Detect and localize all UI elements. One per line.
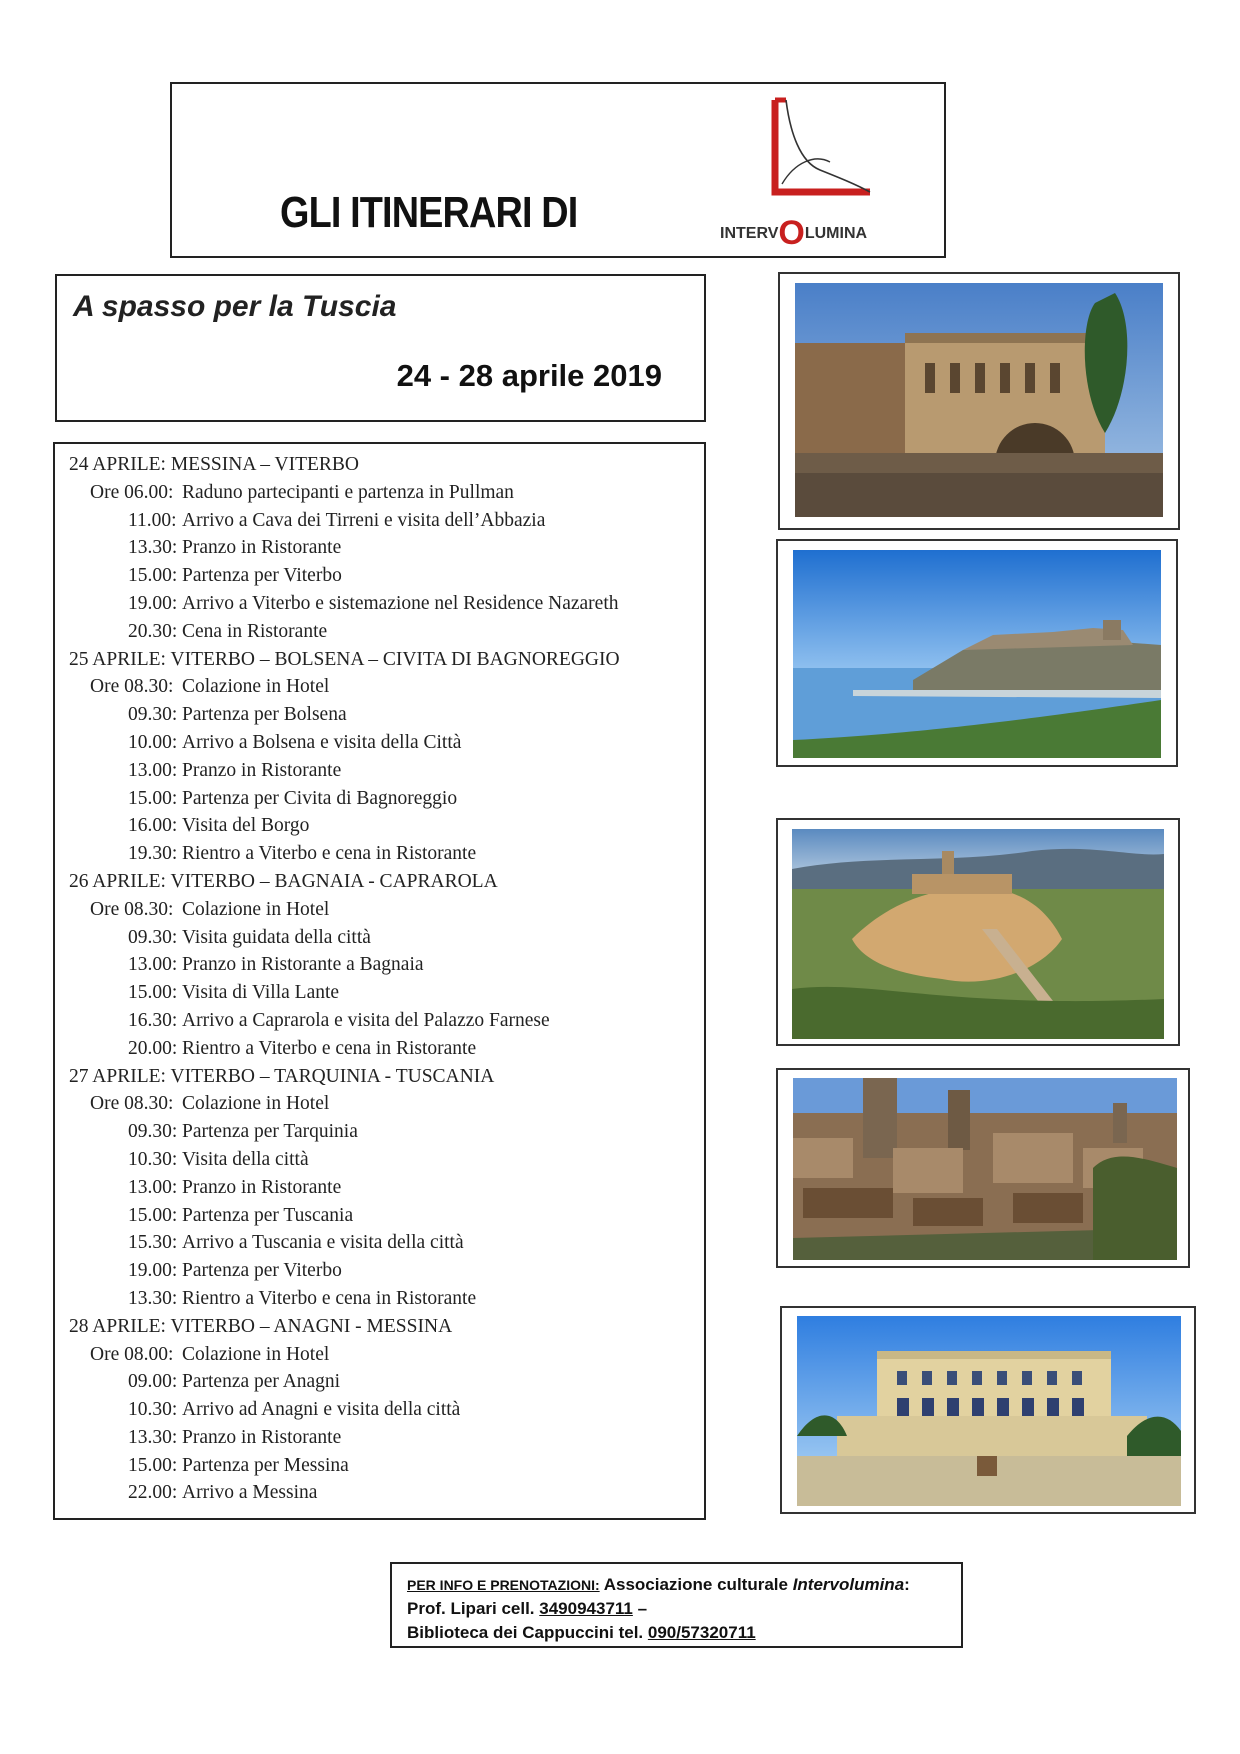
event-time: 13.30: (128, 1426, 178, 1448)
info-line-3: Biblioteca dei Cappuccini tel. 090/57320711 (407, 1623, 756, 1642)
event-time: 19.00: (128, 1260, 178, 1282)
event-time: Ore 08.30: (90, 676, 174, 698)
event-time: 15.00: (128, 982, 178, 1004)
itinerary-event (55, 951, 704, 979)
itinerary-event (55, 618, 704, 646)
event-text: Partenza per Bolsena (182, 704, 347, 726)
page-title: GLI ITINERARI DI (280, 188, 578, 237)
event-time: 09.30: (128, 1121, 178, 1143)
itinerary-event (55, 729, 704, 757)
day-heading: 27 APRILE: VITERBO – TARQUINIA - TUSCANIA (69, 1065, 495, 1087)
event-text: Colazione in Hotel (182, 1093, 330, 1115)
event-time: 19.00: (128, 592, 178, 614)
event-text: Pranzo in Ristorante (182, 1426, 342, 1448)
day-heading: 28 APRILE: VITERBO – ANAGNI - MESSINA (69, 1315, 453, 1337)
event-text: Visita del Borgo (182, 815, 310, 837)
event-time: 15.00: (128, 1454, 178, 1476)
day-heading: 24 APRILE: MESSINA – VITERBO (69, 454, 360, 475)
itinerary-event (55, 673, 704, 701)
event-text: Pranzo in Ristorante a Bagnaia (182, 954, 424, 976)
itinerary-event (55, 896, 704, 924)
itinerary-event (55, 1146, 704, 1174)
event-text: Colazione in Hotel (182, 676, 330, 698)
event-time: Ore 06.00: (90, 481, 174, 503)
itinerary-event (55, 812, 704, 840)
itinerary-event (55, 924, 704, 952)
event-text: Cena in Ristorante (182, 620, 328, 642)
itinerary-event (55, 534, 704, 562)
phone-link-biblioteca[interactable]: 090/57320711 (647, 1623, 756, 1642)
itinerary-event (55, 1285, 704, 1313)
header-box (170, 82, 946, 258)
event-text: Partenza per Anagni (182, 1371, 341, 1393)
event-text: Rientro a Viterbo e cena in Ristorante (182, 1287, 477, 1309)
itinerary-event (55, 1118, 704, 1146)
event-text: Pranzo in Ristorante (182, 537, 342, 559)
itinerary-event (55, 1368, 704, 1396)
event-time: 13.30: (128, 1287, 178, 1309)
photo-civita-bagnoregio (776, 818, 1180, 1046)
trip-title-box (55, 274, 706, 422)
event-text: Partenza per Tuscania (182, 1204, 354, 1226)
photo-viterbo-palazzo (778, 272, 1180, 530)
itinerary-event (55, 1090, 704, 1118)
event-text: Partenza per Tarquinia (182, 1121, 358, 1143)
itinerary-event (55, 1035, 704, 1063)
event-text: Raduno partecipanti e partenza in Pullman (182, 481, 514, 503)
event-text: Rientro a Viterbo e cena in Ristorante (182, 843, 477, 865)
itinerary-event (55, 757, 704, 785)
event-text: Arrivo ad Anagni e visita della città (182, 1399, 461, 1421)
event-time: 09.00: (128, 1371, 178, 1393)
itinerary-list (55, 451, 704, 1507)
event-time: 15.00: (128, 787, 178, 809)
event-time: 09.30: (128, 926, 178, 948)
event-text: Colazione in Hotel (182, 1343, 330, 1365)
itinerary-event (55, 562, 704, 590)
event-time: 13.00: (128, 759, 178, 781)
itinerary-event (55, 507, 704, 535)
info-label: PER INFO E PRENOTAZIONI: (407, 1577, 600, 1593)
event-time: Ore 08.00: (90, 1343, 174, 1365)
event-time: 10.30: (128, 1399, 178, 1421)
phone-link-lipari[interactable]: 3490943711 (539, 1599, 633, 1618)
event-text: Arrivo a Viterbo e sistemazione nel Residence Nazareth (182, 592, 619, 614)
event-text: Arrivo a Bolsena e visita della Città (182, 731, 462, 753)
event-text: Visita della città (182, 1148, 309, 1170)
day-heading: 25 APRILE: VITERBO – BOLSENA – CIVITA DI BAGNOREGGIO (69, 648, 620, 670)
day-heading: 26 APRILE: VITERBO – BAGNAIA - CAPRAROLA (69, 870, 498, 892)
itinerary-event (55, 1229, 704, 1257)
itinerary-event (55, 1341, 704, 1369)
event-time: 13.00: (128, 1176, 178, 1198)
event-time: 10.00: (128, 731, 178, 753)
event-text: Partenza per Viterbo (182, 1260, 342, 1282)
event-time: 13.00: (128, 954, 178, 976)
event-text: Arrivo a Cava dei Tirreni e visita dell’Abbazia (182, 509, 546, 531)
event-text: Arrivo a Caprarola e visita del Palazzo Farnese (182, 1009, 550, 1031)
itinerary-event (55, 1396, 704, 1424)
event-text: Visita di Villa Lante (182, 982, 340, 1004)
event-text: Pranzo in Ristorante (182, 759, 342, 781)
event-text: Partenza per Viterbo (182, 565, 342, 587)
info-box (390, 1562, 963, 1648)
itinerary-event (55, 840, 704, 868)
event-time: 15.00: (128, 565, 178, 587)
logo-mark-icon (720, 92, 930, 212)
event-time: 11.00: (128, 509, 177, 531)
itinerary-event (55, 1424, 704, 1452)
event-time: 15.30: (128, 1232, 178, 1254)
event-text: Partenza per Messina (182, 1454, 349, 1476)
logo-wordmark: INTERVOLUMINA (720, 214, 868, 252)
event-time: 16.00: (128, 815, 178, 837)
event-text: Colazione in Hotel (182, 898, 330, 920)
event-text: Pranzo in Ristorante (182, 1176, 342, 1198)
event-time: 19.30: (128, 843, 178, 865)
itinerary-event (55, 1257, 704, 1285)
info-line-2: Prof. Lipari cell. 3490943711 – (407, 1599, 648, 1618)
itinerary-box (53, 442, 706, 1520)
itinerary-event (55, 1007, 704, 1035)
event-time: Ore 08.30: (90, 1093, 174, 1115)
itinerary-event (55, 479, 704, 507)
event-time: 10.30: (128, 1148, 178, 1170)
photo-tuscania-town (776, 1068, 1190, 1268)
event-time: Ore 08.30: (90, 898, 174, 920)
photo-palazzo-farnese (780, 1306, 1196, 1514)
intervolumina-logo (720, 92, 930, 252)
itinerary-event (55, 1174, 704, 1202)
event-time: 15.00: (128, 1204, 178, 1226)
event-time: 20.30: (128, 620, 178, 642)
event-text: Rientro a Viterbo e cena in Ristorante (182, 1037, 477, 1059)
event-text: Arrivo a Tuscania e visita della città (182, 1232, 464, 1254)
itinerary-event (55, 785, 704, 813)
trip-dates: 24 - 28 aprile 2019 (396, 358, 662, 393)
itinerary-event (55, 1452, 704, 1480)
event-time: 09.30: (128, 704, 178, 726)
itinerary-event (55, 1202, 704, 1230)
event-text: Arrivo a Messina (182, 1482, 318, 1504)
photo-bolsena-lake (776, 539, 1178, 767)
org-name: Intervolumina (792, 1575, 905, 1594)
itinerary-event (55, 1479, 704, 1507)
event-time: 20.00: (128, 1037, 178, 1059)
event-time: 13.30: (128, 537, 178, 559)
event-text: Partenza per Civita di Bagnoreggio (182, 787, 458, 809)
itinerary-event (55, 979, 704, 1007)
itinerary-event (55, 701, 704, 729)
event-time: 22.00: (128, 1482, 178, 1504)
itinerary-event (55, 590, 704, 618)
trip-subtitle: A spasso per la Tuscia (73, 290, 397, 323)
info-line-1: PER INFO E PRENOTAZIONI: Associazione culturale Intervolumina: (407, 1575, 910, 1594)
event-text: Visita guidata della città (182, 926, 371, 948)
event-time: 16.30: (128, 1009, 178, 1031)
